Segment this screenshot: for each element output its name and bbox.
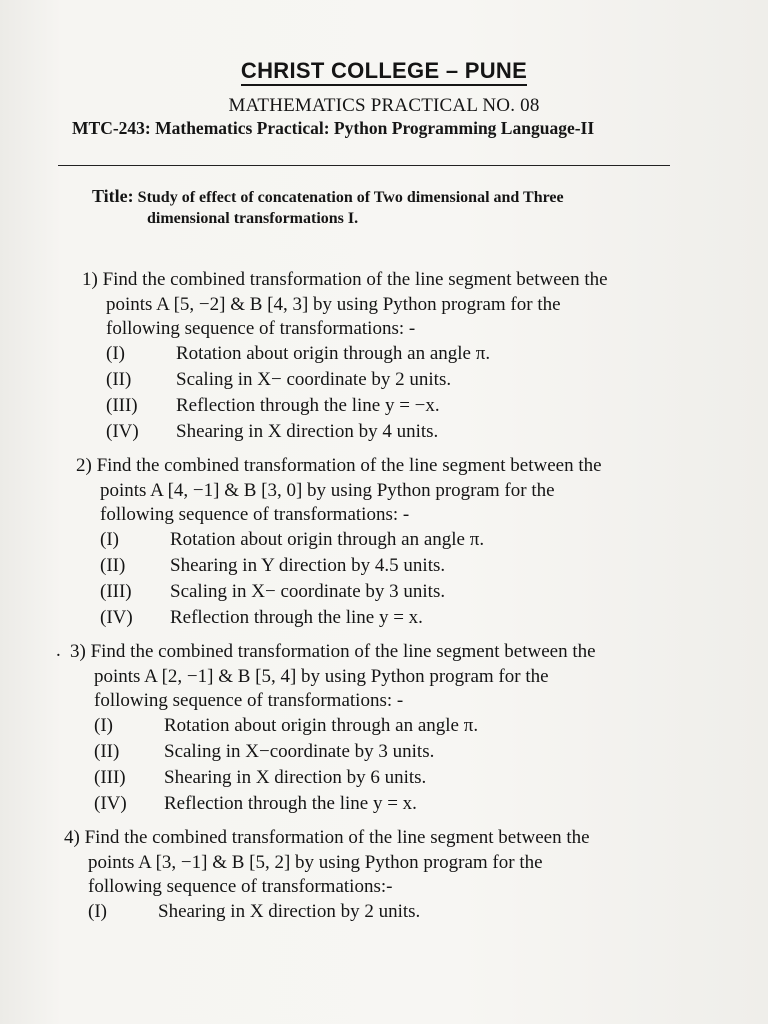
question-line-1 <box>76 454 676 479</box>
question-1 <box>82 268 682 446</box>
question-2 <box>76 454 676 632</box>
question-line-3: following sequence of transformations: - <box>106 318 416 339</box>
title-line-1: Study of effect of concatenation of Two dimensional and Three <box>137 189 564 206</box>
question-line-2: points A [3, −1] & B [5, 2] by using Python program for the <box>88 851 543 873</box>
list-item: (IV) Reflection through the line y = x. <box>100 606 423 628</box>
list-item: (II) Shearing in Y direction by 4.5 units. <box>100 554 446 576</box>
question-line-1 <box>70 640 670 665</box>
header-divider <box>58 165 670 166</box>
list-item: (I) Rotation about origin through an angle π. <box>94 714 479 736</box>
question-line-2: points A [2, −1] & B [5, 4] by using Python program for the <box>94 665 549 687</box>
question-number: 2) <box>76 455 92 476</box>
transformation-list <box>70 714 670 818</box>
question-text: Find the combined transformation of the line segment between the <box>84 827 590 848</box>
list-item: (II) Scaling in X−coordinate by 3 units. <box>94 740 435 762</box>
question-4 <box>64 826 664 926</box>
practical-title <box>92 186 672 229</box>
list-item: (I) Rotation about origin through an angle π. <box>106 342 491 364</box>
list-item: (II) Scaling in X− coordinate by 2 units. <box>106 368 452 390</box>
question-line-1 <box>64 826 664 851</box>
college-name: CHRIST COLLEGE – PUNE <box>0 58 768 84</box>
transformation-list <box>64 900 664 926</box>
question-number: 4) <box>64 827 80 848</box>
transformation-list <box>82 342 682 446</box>
question-line-3: following sequence of transformations:- <box>88 876 393 897</box>
list-item: (III) Scaling in X− coordinate by 3 units. <box>100 580 446 602</box>
transformation-list <box>76 528 676 632</box>
question-text: Find the combined transformation of the line segment between the <box>90 641 596 662</box>
list-item: (IV) Shearing in X direction by 4 units. <box>106 420 439 442</box>
question-number: 1) <box>82 269 98 290</box>
list-item: (I) Rotation about origin through an angle π. <box>100 528 485 550</box>
list-item: (III) Shearing in X direction by 6 units. <box>94 766 427 788</box>
list-item: (III) Reflection through the line y = −x. <box>106 394 440 416</box>
practical-number: MATHEMATICS PRACTICAL NO. 08 <box>228 95 540 116</box>
stray-mark: . <box>56 640 61 661</box>
title-line-2: dimensional transformations I. <box>147 210 359 227</box>
list-item: (IV) Reflection through the line y = x. <box>94 792 417 814</box>
question-line-3: following sequence of transformations: - <box>94 690 404 711</box>
question-text: Find the combined transformation of the line segment between the <box>96 455 602 476</box>
question-text: Find the combined transformation of the line segment between the <box>102 269 608 290</box>
question-3 <box>70 640 670 818</box>
list-item: (I) Shearing in X direction by 2 units. <box>88 900 421 922</box>
question-number: 3) <box>70 641 86 662</box>
question-line-1 <box>82 268 682 293</box>
course-title: MTC-243: Mathematics Practical: Python Programming Language-II <box>72 118 595 138</box>
question-line-3: following sequence of transformations: - <box>100 504 410 525</box>
question-line-2: points A [4, −1] & B [3, 0] by using Python program for the <box>100 479 555 501</box>
title-label: Title: <box>92 186 134 206</box>
question-line-2: points A [5, −2] & B [4, 3] by using Python program for the <box>106 293 561 315</box>
